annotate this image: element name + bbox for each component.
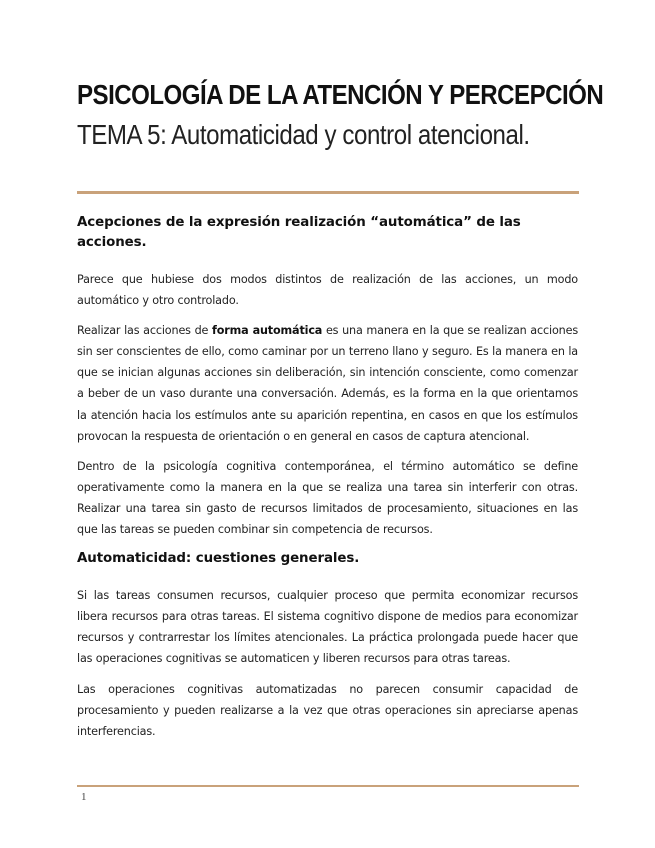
section-heading-automaticidad: Automaticidad: cuestiones generales.: [77, 551, 360, 567]
paragraph: Si las tareas consumen recursos, cualquier proceso que permita economizar recursos libera recursos para otras tareas. El sistema cognitivo dispone de medios para economizar recursos y contrarrestar los límites atencionales. La práctica prolongada puede hacer que las operaciones cognitivas se automaticen y liberen recursos para otras tareas.: [77, 589, 578, 666]
paragraph-forma-automatica: [77, 320, 578, 447]
paragraph-text: Realizar las acciones de: [77, 324, 212, 338]
bold-term: forma automática: [212, 324, 323, 338]
document-title: PSICOLOGÍA DE LA ATENCIÓN Y PERCEPCIÓN: [77, 79, 604, 110]
paragraph: Las operaciones cognitivas automatizadas no parecen consumir capacidad de procesamiento y pueden realizarse a la vez que otras operaciones sin apreciarse apenas interferencias.: [77, 682, 578, 738]
paragraph-text: es una manera en la que se realizan acciones sin ser conscientes de ello, como caminar por un terreno llano y seguro. Es la manera en la que se inician algunas acciones sin deliberación, sin intención consciente, como comenzar a beber de un vaso durante una conversación. Además, es la forma en la que orientamos la atención hacia los estímulos ante su aparición repentina, en casos en que los estímulos provocan la respuesta de orientación o en general en casos de captura atencional.: [77, 324, 579, 443]
page-number: 1: [81, 791, 87, 803]
document-subtitle: TEMA 5: Automaticidad y control atencional.: [77, 119, 530, 150]
footer-divider: [77, 785, 579, 787]
section-heading-acepciones: Acepciones de la expresión realización “automática” de las acciones.: [77, 215, 521, 250]
header-divider: [77, 191, 579, 194]
paragraph: Dentro de la psicología cognitiva contemporánea, el término automático se define operativamente como la manera en la que se realiza una tarea sin interferir con otras. Realizar una tarea sin gasto de recursos limitados de procesamiento, situaciones en las que las tareas se pueden combinar sin competencia de recursos.: [77, 459, 578, 537]
document-body: [77, 213, 578, 751]
paragraph: Parece que hubiese dos modos distintos de realización de las acciones, un modo automático y otro controlado.: [77, 273, 578, 308]
